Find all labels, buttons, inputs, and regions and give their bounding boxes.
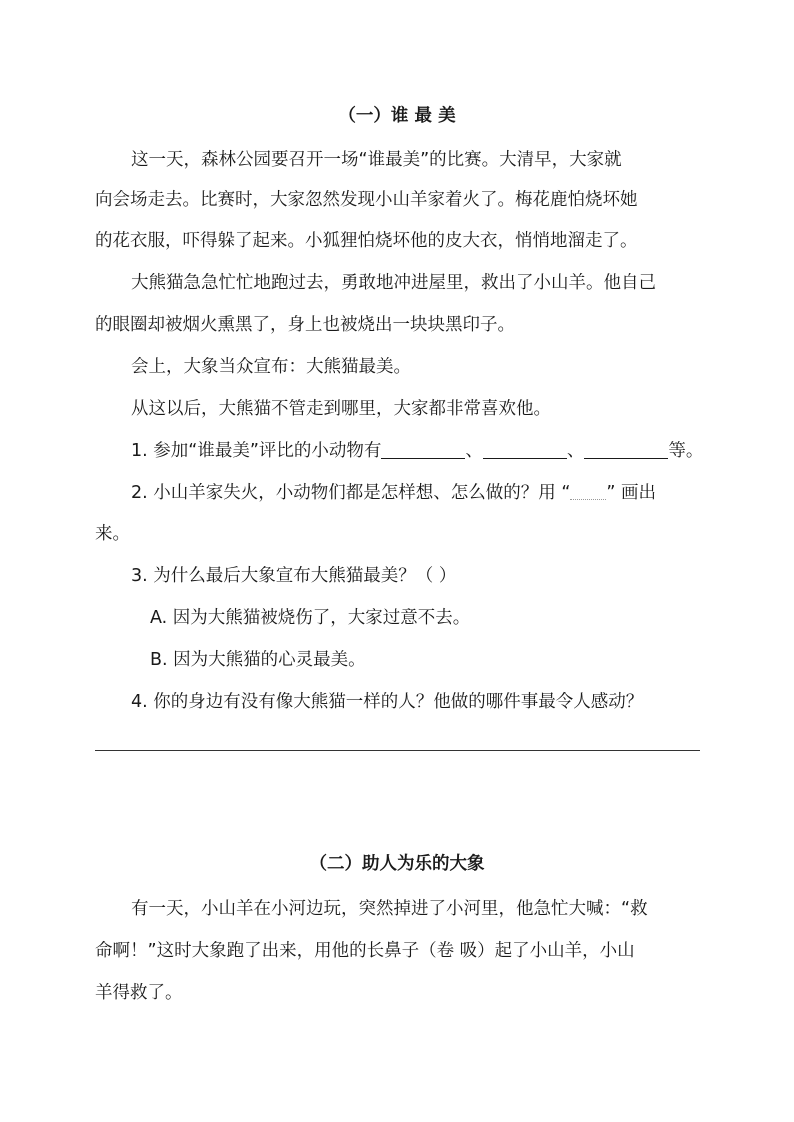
blank-separator: 、 [566, 441, 585, 461]
answer-blank-3[interactable] [584, 440, 668, 459]
question-3-option-a: A. 因为大熊猫被烧伤了，大家过意不去。 [150, 608, 471, 628]
s2-paragraph-line: 命啊！”这时大象跑了出来，用他的长鼻子（卷 吸）起了小山羊，小山 [95, 941, 635, 961]
section2-title: （二）助人为乐的大象 [309, 854, 485, 874]
wavy-underline-mark [570, 483, 606, 500]
s1-paragraph-line: 从这以后，大熊猫不管走到哪里，大家都非常喜欢他。 [131, 399, 551, 419]
section1-title: （一）谁 最 美 [338, 106, 456, 126]
question-2-text: 2. 小山羊家失火，小动物们都是怎样想、怎么做的？用 “ [131, 483, 571, 503]
question-2 [131, 481, 656, 505]
question-1 [131, 439, 703, 463]
answer-blank-1[interactable] [381, 440, 465, 459]
question-2-text-end: ” 画出 [606, 483, 657, 503]
question-1-suffix: 等。 [668, 441, 704, 461]
s2-paragraph-line: 羊得救了。 [95, 983, 183, 1003]
blank-separator: 、 [465, 441, 483, 461]
s1-paragraph-line: 会上，大象当众宣布：大熊猫最美。 [131, 357, 411, 377]
s1-paragraph-line: 的花衣服，吓得躲了起来。小狐狸怕烧坏他的皮大衣，悄悄地溜走了。 [95, 231, 638, 251]
s1-paragraph-line: 这一天，森林公园要召开一场“谁最美”的比赛。大清早，大家就 [131, 150, 622, 170]
s1-paragraph-line: 大熊猫急急忙忙地跑过去，勇敢地冲进屋里，救出了小山羊。他自己 [131, 273, 656, 293]
question-1-prefix: 1. 参加“谁最美”评比的小动物有 [131, 441, 382, 461]
s1-paragraph-line: 的眼圈却被烟火熏黑了，身上也被烧出一块块黑印子。 [95, 315, 515, 335]
s1-paragraph-line: 向会场走去。比赛时，大家忽然发现小山羊家着火了。梅花鹿怕烧坏她 [95, 190, 638, 210]
question-3: 3. 为什么最后大象宣布大熊猫最美？（ ） [131, 566, 457, 586]
question-4: 4. 你的身边有没有像大熊猫一样的人？他做的哪件事最令人感动？ [131, 692, 644, 712]
question-3-option-b: B. 因为大熊猫的心灵最美。 [150, 650, 366, 670]
question-2-continuation: 来。 [95, 524, 130, 544]
answer-blank-2[interactable] [483, 440, 567, 459]
answer-line[interactable] [95, 750, 700, 751]
s2-paragraph-line: 有一天，小山羊在小河边玩，突然掉进了小河里，他急忙大喊：“救 [131, 899, 648, 919]
